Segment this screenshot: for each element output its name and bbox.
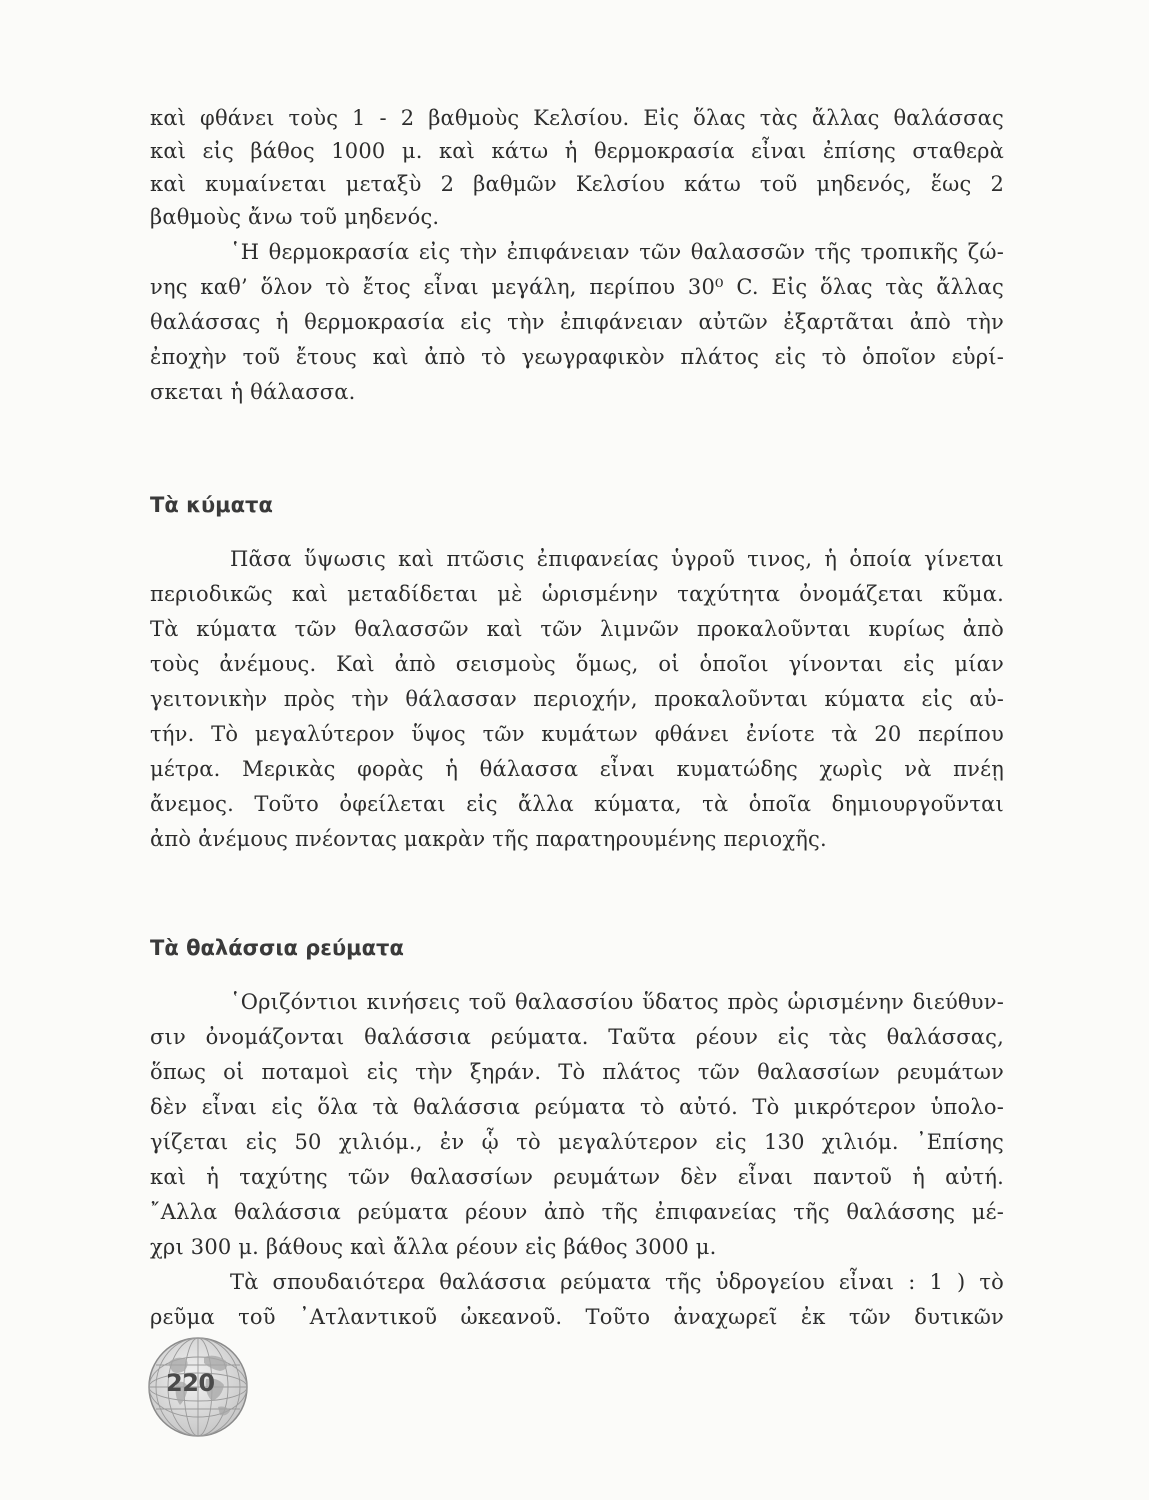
- waves-line-4: τοὺς ἀνέμους. Καὶ ἀπὸ σεισμοὺς ὅμως, οἱ ὁποῖοι γίνονται εἰς μίαν: [150, 652, 1004, 676]
- currents-line-5: γίζεται εἰς 50 χιλιόμ., ἐν ᾧ τὸ μεγαλύτερον εἰς 130 χιλιόμ. ᾿Επίσης: [150, 1130, 1004, 1154]
- waves-line-7: μέτρα. Μερικὰς φορὰς ἡ θάλασσα εἶναι κυματώδης χωρὶς νὰ πνέῃ: [150, 757, 1004, 781]
- currents-line-2: σιν ὀνομάζονται θαλάσσια ρεύματα. Ταῦτα ρέουν εἰς τὰς θαλάσσας,: [150, 1025, 1004, 1049]
- paragraph-2-line-4: ἐποχὴν τοῦ ἔτους καὶ ἀπὸ τὸ γεωγραφικὸν πλάτος εἰς τὸ ὁποῖον εὑρί-: [150, 345, 1004, 369]
- waves-line-3: Τὰ κύματα τῶν θαλασσῶν καὶ τῶν λιμνῶν προκαλοῦνται κυρίως ἀπὸ: [150, 617, 1004, 641]
- currents-line-9: Τὰ σπουδαιότερα θαλάσσια ρεύματα τῆς ὑδρογείου εἶναι : 1 ) τὸ: [230, 1270, 1004, 1294]
- waves-line-9: ἀπὸ ἀνέμους πνέοντας μακρὰν τῆς παρατηρουμένης περιοχῆς.: [150, 827, 827, 851]
- paragraph-2-line-1: ῾Η θερμοκρασία εἰς τὴν ἐπιφάνειαν τῶν θαλασσῶν τῆς τροπικῆς ζώ-: [230, 240, 1004, 264]
- paragraph-1-line-1: καὶ φθάνει τοὺς 1 - 2 βαθμοὺς Κελσίου. Εἰς ὅλας τὰς ἄλλας θαλάσσας: [150, 106, 1004, 130]
- page-number: 220: [166, 1369, 215, 1397]
- currents-line-6: καὶ ἡ ταχύτης τῶν θαλασσίων ρευμάτων δὲν εἶναι παντοῦ ἡ αὐτή.: [150, 1165, 1004, 1189]
- currents-line-8: χρι 300 μ. βάθους καὶ ἄλλα ρέουν εἰς βάθος 3000 μ.: [150, 1235, 717, 1259]
- waves-line-8: ἄνεμος. Τοῦτο ὀφείλεται εἰς ἄλλα κύματα, τὰ ὁποῖα δημιουργοῦνται: [150, 792, 1004, 816]
- paragraph-2-line-5: σκεται ἡ θάλασσα.: [150, 380, 356, 404]
- currents-line-3: ὅπως οἱ ποταμοὶ εἰς τὴν ξηράν. Τὸ πλάτος τῶν θαλασσίων ρευμάτων: [150, 1060, 1004, 1084]
- waves-line-6: τήν. Τὸ μεγαλύτερον ὕψος τῶν κυμάτων φθάνει ἐνίοτε τὰ 20 περίπου: [150, 722, 1004, 746]
- paragraph-1-line-3: καὶ κυμαίνεται μεταξὺ 2 βαθμῶν Κελσίου κάτω τοῦ μηδενός, ἕως 2: [150, 172, 1004, 196]
- waves-line-2: περιοδικῶς καὶ μεταδίδεται μὲ ὡρισμένην ταχύτητα ὀνομάζεται κῦμα.: [150, 582, 1004, 606]
- paragraph-1-line-2: καὶ εἰς βάθος 1000 μ. καὶ κάτω ἡ θερμοκρασία εἶναι ἐπίσης σταθερὰ: [150, 139, 1004, 163]
- section-heading-waves: Τὰ κύματα: [150, 493, 273, 517]
- paragraph-2-line-3: θαλάσσας ἡ θερμοκρασία εἰς τὴν ἐπιφάνειαν αὐτῶν ἐξαρτᾶται ἀπὸ τὴν: [150, 310, 1004, 334]
- paragraph-1-line-4: βαθμοὺς ἄνω τοῦ μηδενός.: [150, 205, 440, 229]
- currents-line-7: ῎Αλλα θαλάσσια ρεύματα ρέουν ἀπὸ τῆς ἐπιφανείας τῆς θαλάσσης μέ-: [150, 1200, 1004, 1224]
- waves-line-5: γειτονικὴν πρὸς τὴν θάλασσαν περιοχήν, προκαλοῦνται κύματα εἰς αὐ-: [150, 687, 1004, 711]
- paragraph-2-line-2: νης καθ’ ὅλον τὸ ἔτος εἶναι μεγάλη, περίπου 30⁰ C. Εἰς ὅλας τὰς ἄλλας: [150, 275, 1004, 299]
- currents-line-10: ρεῦμα τοῦ ᾿Ατλαντικοῦ ὠκεανοῦ. Τοῦτο ἀναχωρεῖ ἐκ τῶν δυτικῶν: [150, 1305, 1004, 1329]
- currents-line-1: ῾Οριζόντιοι κινήσεις τοῦ θαλασσίου ὕδατος πρὸς ὡρισμένην διεύθυν-: [230, 990, 1004, 1014]
- waves-line-1: Πᾶσα ὕψωσις καὶ πτῶσις ἐπιφανείας ὑγροῦ τινος, ἡ ὁποία γίνεται: [230, 547, 1004, 571]
- section-heading-currents: Τὰ θαλάσσια ρεύματα: [150, 936, 404, 960]
- currents-line-4: δὲν εἶναι εἰς ὅλα τὰ θαλάσσια ρεύματα τὸ αὐτό. Τὸ μικρότερον ὑπολο-: [150, 1095, 1004, 1119]
